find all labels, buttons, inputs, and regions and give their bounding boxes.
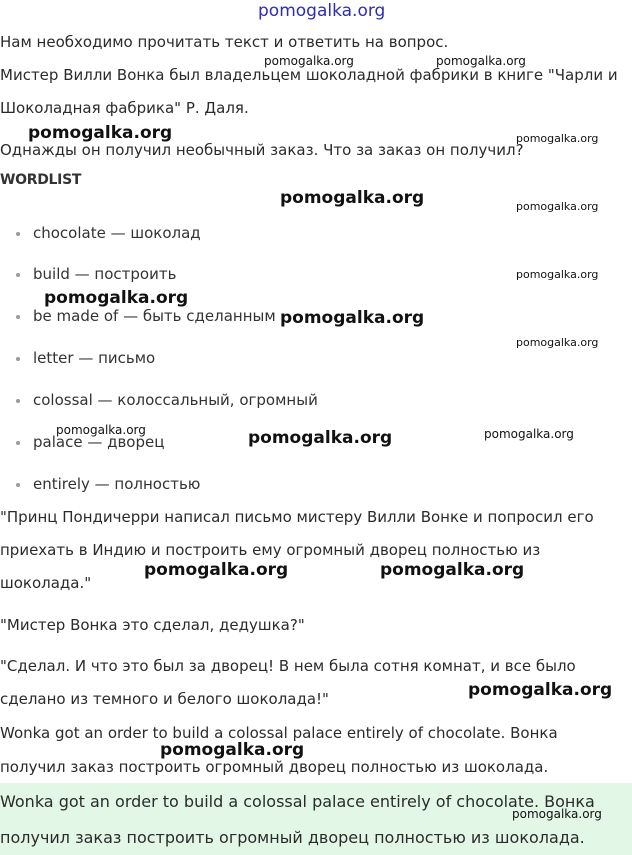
wordlist-item-text: letter — письмо (33, 349, 156, 367)
watermark: pomogalka.org (264, 54, 354, 68)
watermark: pomogalka.org (436, 54, 526, 68)
story-line-2: приехать в Индию и построить ему огромный дворец полностью из (0, 541, 541, 559)
bullet-icon (16, 441, 20, 445)
watermark: pomogalka.org (28, 123, 173, 143)
answer-line-1: Wonka got an order to build a colossal palace entirely of chocolate. Вонка (0, 724, 558, 742)
intro-line-2: Мистер Вилли Вонка был владельцем шоколадной фабрики в книге "Чарли и (0, 66, 618, 84)
story-line-3: шоколада." (0, 574, 92, 592)
header-watermark-logo: pomogalka.org (258, 1, 386, 21)
wordlist-item-text: palace — дворец (33, 433, 165, 451)
bullet-icon (16, 232, 20, 236)
wordlist-item-text: chocolate — шоколад (33, 224, 201, 242)
highlighted-answer-line-2: получил заказ построить огромный дворец полностью из шоколада. (0, 828, 585, 847)
watermark: pomogalka.org (160, 740, 305, 760)
watermark: pomogalka.org (248, 428, 393, 448)
bullet-icon (16, 399, 20, 403)
wordlist-item-text: entirely — полностью (33, 475, 201, 493)
watermark: pomogalka.org (516, 132, 599, 145)
watermark: pomogalka.org (516, 336, 599, 349)
watermark: pomogalka.org (468, 680, 613, 700)
watermark: pomogalka.org (44, 288, 189, 308)
watermark: pomogalka.org (512, 807, 602, 821)
intro-line-1: Нам необходимо прочитать текст и ответить на вопрос. (0, 33, 449, 51)
bullet-icon (16, 357, 20, 361)
watermark: pomogalka.org (280, 188, 425, 208)
bullet-icon (16, 273, 20, 277)
watermark: pomogalka.org (516, 268, 599, 281)
watermark: pomogalka.org (280, 308, 425, 328)
story-line-6: сделано из темного и белого шоколада!" (0, 690, 329, 708)
bullet-icon (16, 483, 20, 487)
watermark: pomogalka.org (484, 427, 574, 441)
answer-line-2: получил заказ построить огромный дворец полностью из шоколада. (0, 758, 549, 776)
wordlist-item-text: build — построить (33, 265, 177, 283)
watermark: pomogalka.org (56, 423, 146, 437)
bullet-icon (16, 315, 20, 319)
watermark: pomogalka.org (516, 200, 599, 213)
highlighted-answer-line-1: Wonka got an order to build a colossal palace entirely of chocolate. Вонка (0, 792, 595, 811)
question-line: Однажды он получил необычный заказ. Что за заказ он получил? (0, 141, 524, 159)
wordlist-item-text: be made of — быть сделанным (33, 307, 276, 325)
watermark: pomogalka.org (144, 560, 289, 580)
story-line-5: "Сделал. И что это был за дворец! В нем была сотня комнат, и все было (0, 657, 576, 675)
wordlist-item-text: colossal — колоссальный, огромный (33, 391, 318, 409)
wordlist-title: WORDLIST (0, 172, 82, 188)
intro-line-3: Шоколадная фабрика" Р. Даля. (0, 99, 249, 117)
story-line-1: "Принц Пондичерри написал письмо мистеру Вилли Вонке и попросил его (0, 508, 594, 526)
story-line-4: "Мистер Вонка это сделал, дедушка?" (0, 616, 305, 634)
watermark: pomogalka.org (380, 560, 525, 580)
